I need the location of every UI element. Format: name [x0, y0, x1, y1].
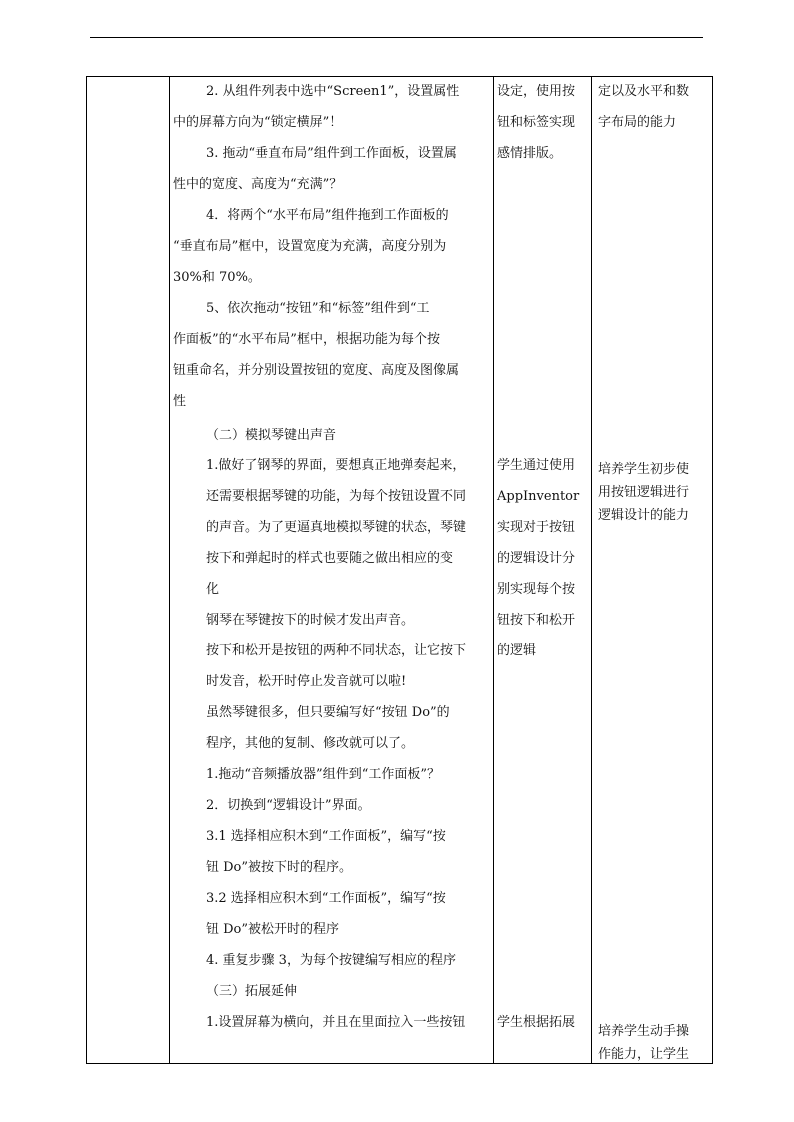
student-activity-line: AppInventor: [497, 489, 580, 504]
lesson-table: [86, 76, 713, 1064]
content-line: 3.2 选择相应积木到“工作面板”，编写“按: [206, 891, 446, 906]
student-activity-line: 学生根据拓展: [497, 1015, 576, 1030]
content-line: 1.拖动“音频播放器”组件到“工作面板”？: [206, 767, 440, 782]
student-activity-line: 钮按下和松开: [497, 613, 576, 628]
content-line: 性: [173, 394, 187, 409]
content-line: 化: [206, 582, 220, 597]
content-line: 还需要根据琴键的功能，为每个按钮设置不同: [206, 489, 467, 504]
student-activity-line: 钮和标签实现: [497, 115, 576, 130]
design-intent-line: 用按钮逻辑进行: [598, 485, 690, 500]
content-line: 2．切换到“逻辑设计”界面。: [206, 798, 371, 813]
student-activity-line: 设定，使用按: [497, 84, 576, 99]
student-activity-line: 的逻辑设计分: [497, 551, 576, 566]
design-intent-line: 字布局的能力: [598, 115, 677, 130]
teaching-content-cell: [170, 77, 494, 1064]
design-intent-cell: [592, 77, 713, 1064]
content-line: 虽然琴键很多，但只要编写好“按钮 Do”的: [206, 705, 450, 720]
content-line: 钮 Do”被按下时的程序。: [206, 860, 353, 875]
student-activity-cell: [494, 77, 592, 1064]
content-line: 性中的宽度、高度为“充满”？: [173, 177, 343, 192]
content-line: 的声音。为了更逼真地模拟琴键的状态，琴键: [206, 520, 467, 535]
content-line: 钮 Do”被松开时的程序: [206, 922, 340, 937]
content-line: 30%和 70%。: [173, 270, 261, 285]
design-intent-line: 培养学生初步使: [598, 462, 690, 477]
content-line: 5、依次拖动“按钮”和“标签”组件到“工: [206, 301, 430, 316]
content-line: “垂直布局”框中，设置宽度为充满，高度分别为: [173, 239, 447, 254]
student-activity-line: 学生通过使用: [497, 458, 576, 473]
content-line: 钮重命名，并分别设置按钮的宽度、高度及图像属: [173, 363, 460, 378]
design-intent-line: 定以及水平和数: [598, 84, 690, 99]
content-line: 按下和松开是按钮的两种不同状态，让它按下: [206, 643, 467, 658]
content-line: （二）模拟琴键出声音: [206, 428, 337, 443]
content-line: 1.设置屏幕为横向，并且在里面拉入一些按钮: [206, 1015, 466, 1030]
table-row: [87, 77, 713, 1064]
content-line: 1.做好了钢琴的界面，要想真正地弹奏起来，: [206, 458, 466, 473]
stage-cell: [87, 77, 170, 1064]
design-intent-line: 逻辑设计的能力: [598, 508, 690, 523]
content-line: 3. 拖动“垂直布局”组件到工作面板，设置属: [206, 146, 457, 161]
content-line: 时发音，松开时停止发音就可以啦!: [206, 674, 407, 689]
content-line: 程序，其他的复制、修改就可以了。: [206, 736, 415, 751]
design-intent-line: 作能力，让学生: [598, 1047, 690, 1062]
student-activity-line: 别实现每个按: [497, 582, 576, 597]
design-intent-line: 培养学生动手操: [598, 1024, 690, 1039]
content-line: 4．将两个“水平布局”组件拖到工作面板的: [206, 208, 449, 223]
header-rule: [90, 37, 703, 38]
content-line: 3.1 选择相应积木到“工作面板”，编写“按: [206, 829, 446, 844]
content-line: 4. 重复步骤 3，为每个按键编写相应的程序: [206, 953, 456, 968]
content-line: 2. 从组件列表中选中“Screen1”，设置属性: [206, 84, 460, 99]
content-line: 作面板”的“水平布局”框中，根据功能为每个按: [173, 332, 440, 347]
content-line: 按下和弹起时的样式也要随之做出相应的变: [206, 551, 454, 566]
content-line: （三）拓展延伸: [206, 984, 298, 999]
student-activity-line: 的逻辑: [497, 643, 537, 658]
student-activity-line: 感情排版。: [497, 146, 563, 161]
content-line: 钢琴在琴键按下的时候才发出声音。: [206, 613, 415, 628]
content-line: 中的屏幕方向为“锁定横屏”！: [173, 115, 343, 130]
student-activity-line: 实现对于按钮: [497, 520, 576, 535]
